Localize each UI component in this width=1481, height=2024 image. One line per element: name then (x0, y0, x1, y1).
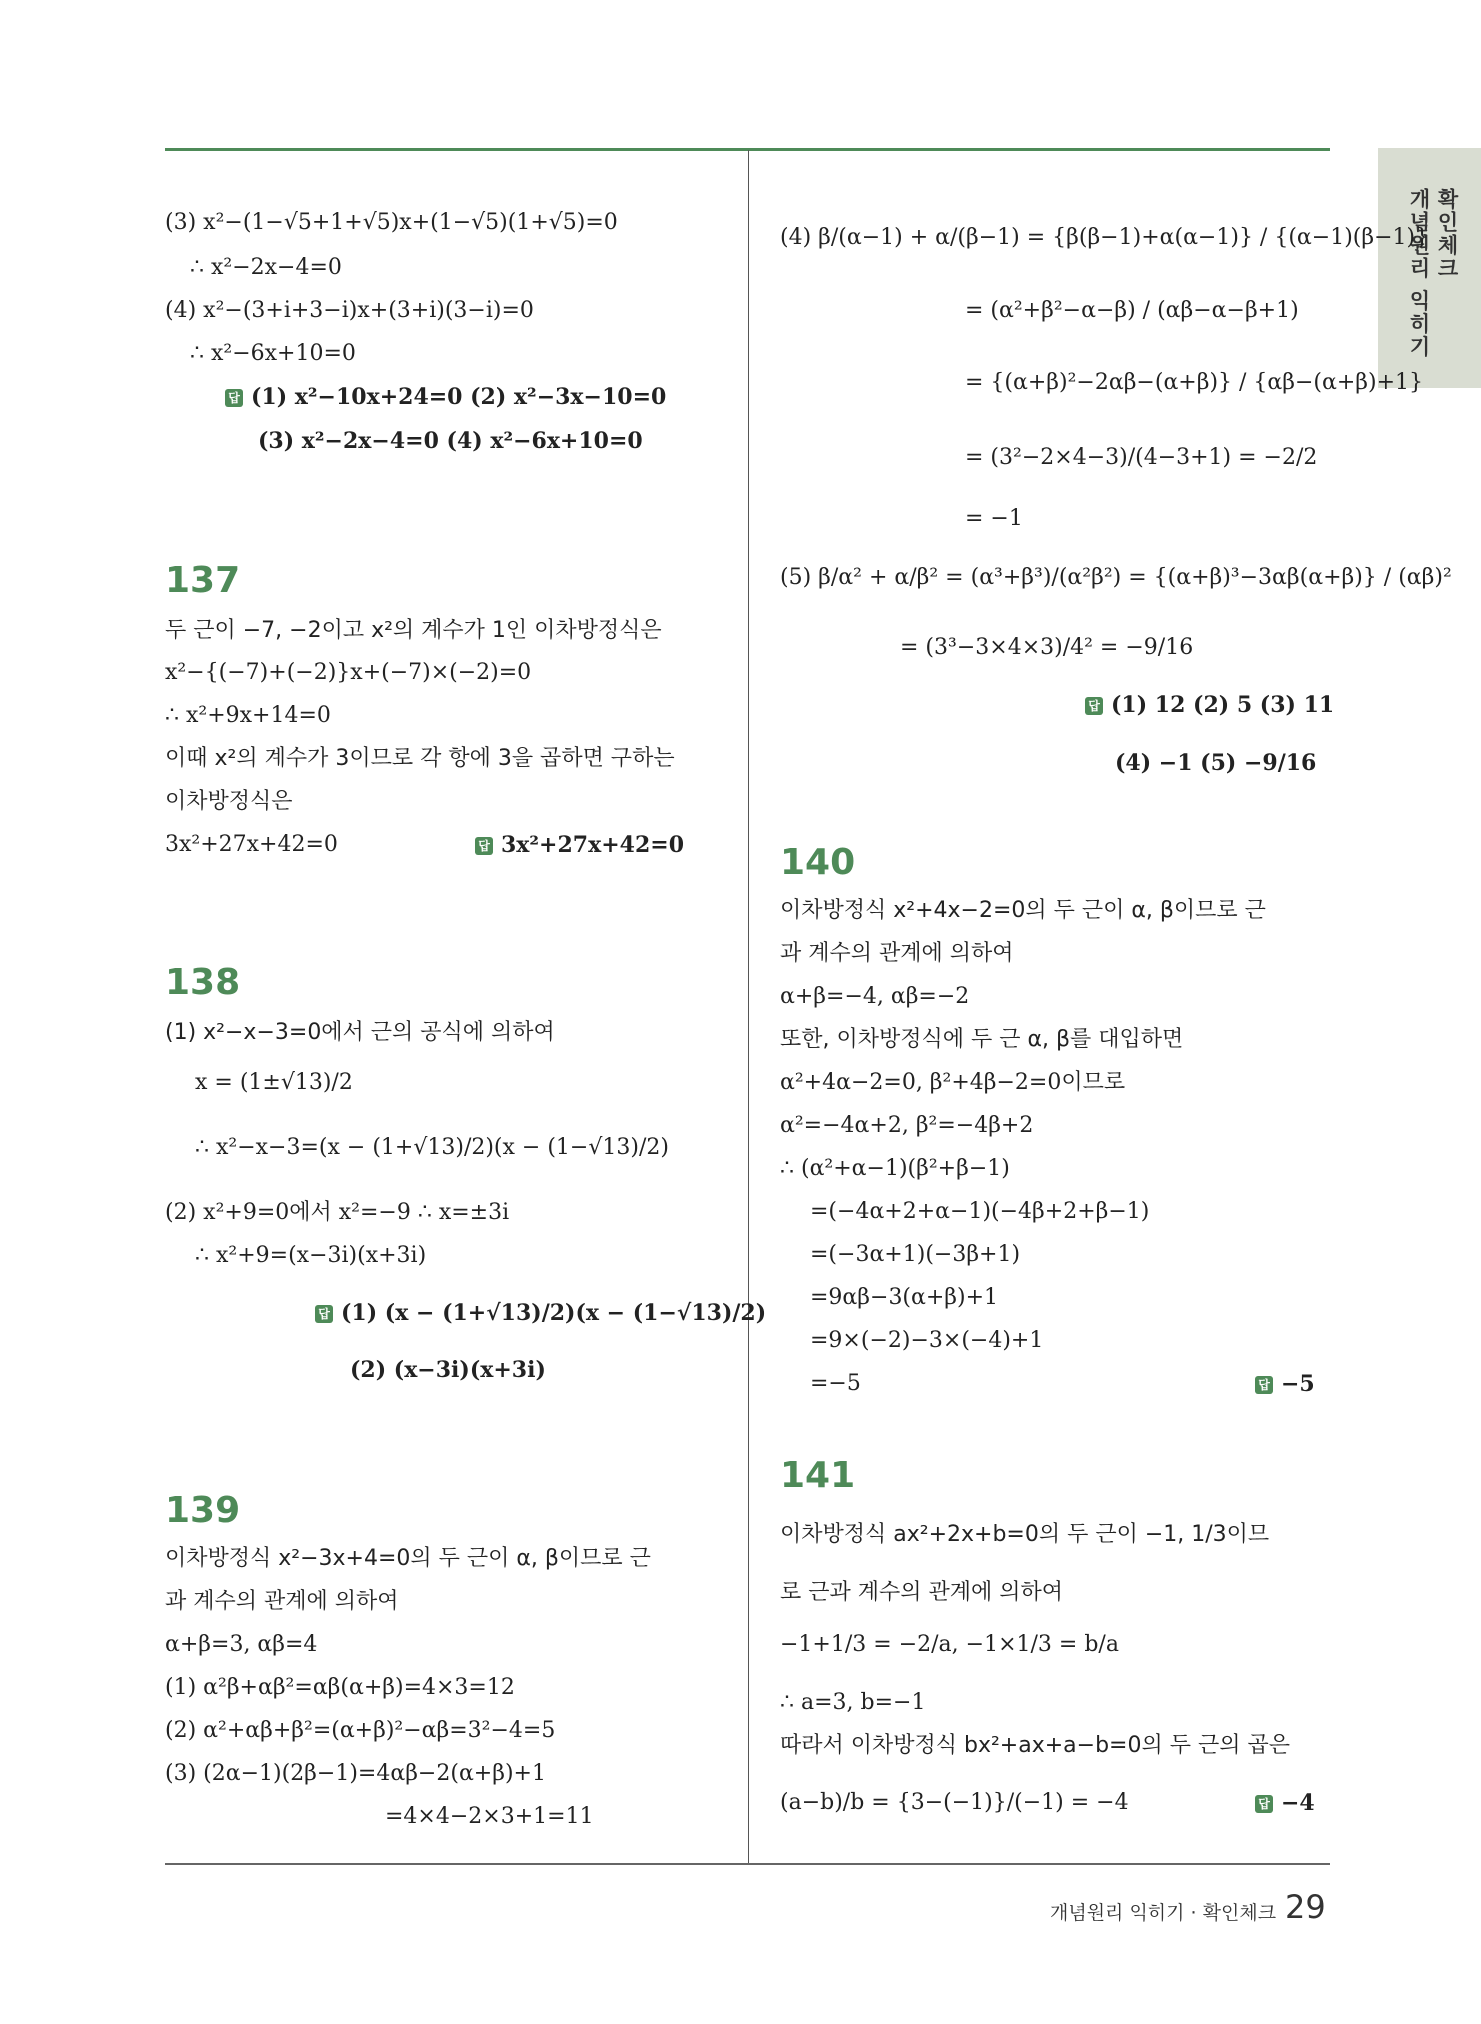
text-line: (a−b)/b = {3−(−1)}/(−1) = −4 (780, 1790, 1129, 1815)
answer-line (1255, 1371, 1315, 1397)
text-line: −1+1/3 = −2/a, −1×1/3 = b/a (780, 1632, 1119, 1657)
page-number: 29 (1285, 1888, 1326, 1926)
text-line: 과 계수의 관계에 의하여 (165, 1589, 399, 1614)
text-line: 따라서 이차방정식 bx²+ax+a−b=0의 두 근의 곱은 (780, 1733, 1290, 1758)
answer-text: 3x²+27x+42=0 (501, 832, 685, 858)
text-line: (2) x²+9=0에서 x²=−9 ∴ x=±3i (165, 1200, 510, 1225)
answer-line (1085, 692, 1334, 718)
text-line: α²=−4α+2, β²=−4β+2 (780, 1113, 1034, 1138)
text-line: 이차방정식 x²−3x+4=0의 두 근이 α, β이므로 근 (165, 1546, 651, 1571)
problem-number: 140 (780, 842, 856, 883)
answer-text: (1) 12 (2) 5 (3) 11 (1111, 692, 1335, 718)
text-line: 두 근이 −7, −2이고 x²의 계수가 1인 이차방정식은 (165, 618, 662, 643)
answer-line (475, 832, 684, 858)
text-line: =(−3α+1)(−3β+1) (810, 1242, 1021, 1267)
answer-text: −5 (1281, 1371, 1315, 1397)
answer-line (1255, 1790, 1315, 1816)
answer-text: (1) x²−10x+24=0 (2) x²−3x−10=0 (251, 384, 667, 410)
problem-number: 138 (165, 962, 241, 1003)
answer-line (225, 384, 666, 410)
answer-line: (2) (x−3i)(x+3i) (350, 1357, 546, 1383)
text-line: =9×(−2)−3×(−4)+1 (810, 1328, 1044, 1353)
text-line: 과 계수의 관계에 의하여 (780, 941, 1014, 966)
text-line: x²−{(−7)+(−2)}x+(−7)×(−2)=0 (165, 660, 532, 685)
answer-badge: 답 (475, 837, 493, 855)
text-line: ∴ x²+9x+14=0 (165, 703, 331, 728)
text-line: 이차방정식 x²+4x−2=0의 두 근이 α, β이므로 근 (780, 898, 1266, 923)
text-line: ∴ x²−6x+10=0 (190, 341, 356, 366)
text-line: x = (1±√13)/2 (195, 1070, 353, 1095)
text-line: (5) β/α² + α/β² = (α³+β³)/(α²β²) = {(α+β)³−3αβ(α+β)} / (αβ)² (780, 565, 1452, 590)
text-line: (1) x²−x−3=0에서 근의 공식에 의하여 (165, 1020, 555, 1045)
text-line: (4) x²−(3+i+3−i)x+(3+i)(3−i)=0 (165, 298, 534, 323)
text-line: α+β=−4, αβ=−2 (780, 984, 970, 1009)
answer-badge: 답 (315, 1305, 333, 1323)
problem-number: 141 (780, 1455, 856, 1496)
answer-line: (3) x²−2x−4=0 (4) x²−6x+10=0 (258, 428, 643, 454)
side-tab (1378, 148, 1481, 388)
text-line: 이차방정식 ax²+2x+b=0의 두 근이 −1, 1/3이므 (780, 1522, 1270, 1547)
text-line: =9αβ−3(α+β)+1 (810, 1285, 999, 1310)
text-line: (3) x²−(1−√5+1+√5)x+(1−√5)(1+√5)=0 (165, 210, 618, 235)
bottom-rule (165, 1863, 1330, 1865)
text-line: = (3³−3×4×3)/4² = −9/16 (900, 635, 1194, 660)
text-line: = −1 (965, 506, 1023, 531)
text-line: 로 근과 계수의 관계에 의하여 (780, 1580, 1063, 1605)
answer-line (315, 1300, 766, 1326)
text-line: α²+4α−2=0, β²+4β−2=0이므로 (780, 1070, 1126, 1095)
text-line: 또한, 이차방정식에 두 근 α, β를 대입하면 (780, 1027, 1184, 1052)
text-line: =(−4α+2+α−1)(−4β+2+β−1) (810, 1199, 1150, 1224)
text-line: = (α²+β²−α−β) / (αβ−α−β+1) (965, 298, 1299, 323)
problem-number: 139 (165, 1490, 241, 1531)
side-tab-label-1: 확인체크 (1435, 188, 1459, 280)
answer-badge: 답 (1255, 1795, 1273, 1813)
text-line: ∴ x²−2x−4=0 (190, 255, 342, 280)
answer-text: −4 (1281, 1790, 1315, 1816)
answer-badge: 답 (1085, 697, 1103, 715)
text-line: ∴ a=3, b=−1 (780, 1690, 926, 1715)
answer-line: (4) −1 (5) −9/16 (1115, 750, 1317, 776)
text-line: 이때 x²의 계수가 3이므로 각 항에 3을 곱하면 구하는 (165, 746, 675, 771)
answer-badge: 답 (1255, 1376, 1273, 1394)
text-line: 이차방정식은 (165, 789, 293, 814)
footer-title: 개념원리 익히기 · 확인체크 (1050, 1902, 1277, 1924)
text-line: ∴ x²−x−3=(x − (1+√13)/2)(x − (1−√13)/2) (195, 1135, 669, 1160)
text-line: (2) α²+αβ+β²=(α+β)²−αβ=3²−4=5 (165, 1718, 556, 1743)
answer-text: (1) (x − (1+√13)/2)(x − (1−√13)/2) (341, 1300, 767, 1326)
text-line: (1) α²β+αβ²=αβ(α+β)=4×3=12 (165, 1675, 515, 1700)
column-divider (748, 150, 749, 1863)
problem-number: 137 (165, 560, 241, 601)
text-line: ∴ x²+9=(x−3i)(x+3i) (195, 1243, 427, 1268)
text-line: =4×4−2×3+1=11 (385, 1804, 594, 1829)
answer-badge: 답 (225, 389, 243, 407)
text-line: = {(α+β)²−2αβ−(α+β)} / {αβ−(α+β)+1} (965, 370, 1424, 395)
text-line: = (3²−2×4−3)/(4−3+1) = −2/2 (965, 445, 1318, 470)
text-line: (3) (2α−1)(2β−1)=4αβ−2(α+β)+1 (165, 1761, 546, 1786)
text-line: ∴ (α²+α−1)(β²+β−1) (780, 1156, 1010, 1181)
text-line: =−5 (810, 1371, 861, 1396)
text-line: 3x²+27x+42=0 (165, 832, 338, 857)
side-tab-label-2: 개념원리 익히기 (1407, 188, 1431, 359)
text-line: (4) β/(α−1) + α/(β−1) = {β(β−1)+α(α−1)} / {(α−1)(β−1)} (780, 225, 1430, 250)
text-line: α+β=3, αβ=4 (165, 1632, 318, 1657)
